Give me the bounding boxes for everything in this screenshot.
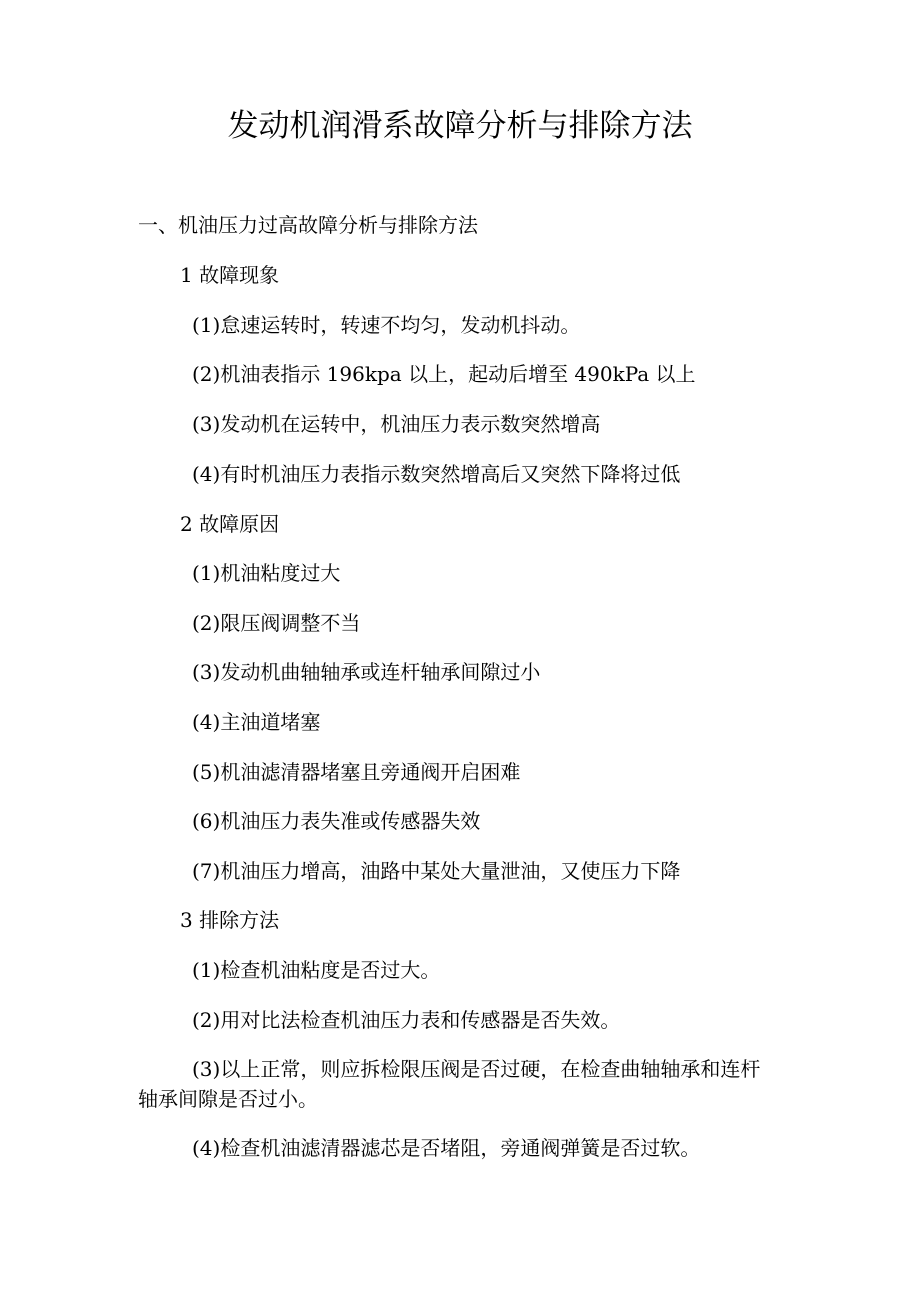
list-item: (2)用对比法检查机油压力表和传感器是否失效。 — [192, 1008, 621, 1032]
section-heading: 一、机油压力过高故障分析与排除方法 — [138, 213, 478, 237]
list-item: (3)发动机曲轴轴承或连杆轴承间隙过小 — [192, 660, 541, 684]
list-item: (7)机油压力增高，油路中某处大量泄油，又使压力下降 — [192, 859, 681, 883]
list-item: (2)机油表指示 196kpa 以上，起动后增至 490kPa 以上 — [192, 362, 696, 386]
subsection-heading-symptoms: 1 故障现象 — [180, 263, 280, 287]
list-item: (5)机油滤清器堵塞且旁通阀开启困难 — [192, 760, 521, 784]
list-item: (4)检查机油滤清器滤芯是否堵阻，旁通阀弹簧是否过软。 — [192, 1136, 701, 1160]
subsection-heading-causes: 2 故障原因 — [180, 512, 280, 536]
document-title: 发动机润滑系故障分析与排除方法 — [227, 108, 693, 144]
list-item: (1)怠速运转时，转速不均匀，发动机抖动。 — [192, 313, 581, 337]
list-item: (3)以上正常，则应拆检限压阀是否过硬，在检查曲轴轴承和连杆轴承间隙是否过小。 — [138, 1057, 761, 1111]
list-item: (3)发动机在运转中，机油压力表示数突然增高 — [192, 412, 601, 436]
list-item: (2)限压阀调整不当 — [192, 611, 361, 635]
list-item: (4)有时机油压力表指示数突然增高后又突然下降将过低 — [192, 462, 681, 486]
list-item: (1)机油粘度过大 — [192, 561, 341, 585]
subsection-heading-remedy: 3 排除方法 — [180, 908, 280, 932]
list-item: (6)机油压力表失准或传感器失效 — [192, 809, 481, 833]
list-item: (4)主油道堵塞 — [192, 710, 321, 734]
list-item: (1)检查机油粘度是否过大。 — [192, 958, 441, 982]
